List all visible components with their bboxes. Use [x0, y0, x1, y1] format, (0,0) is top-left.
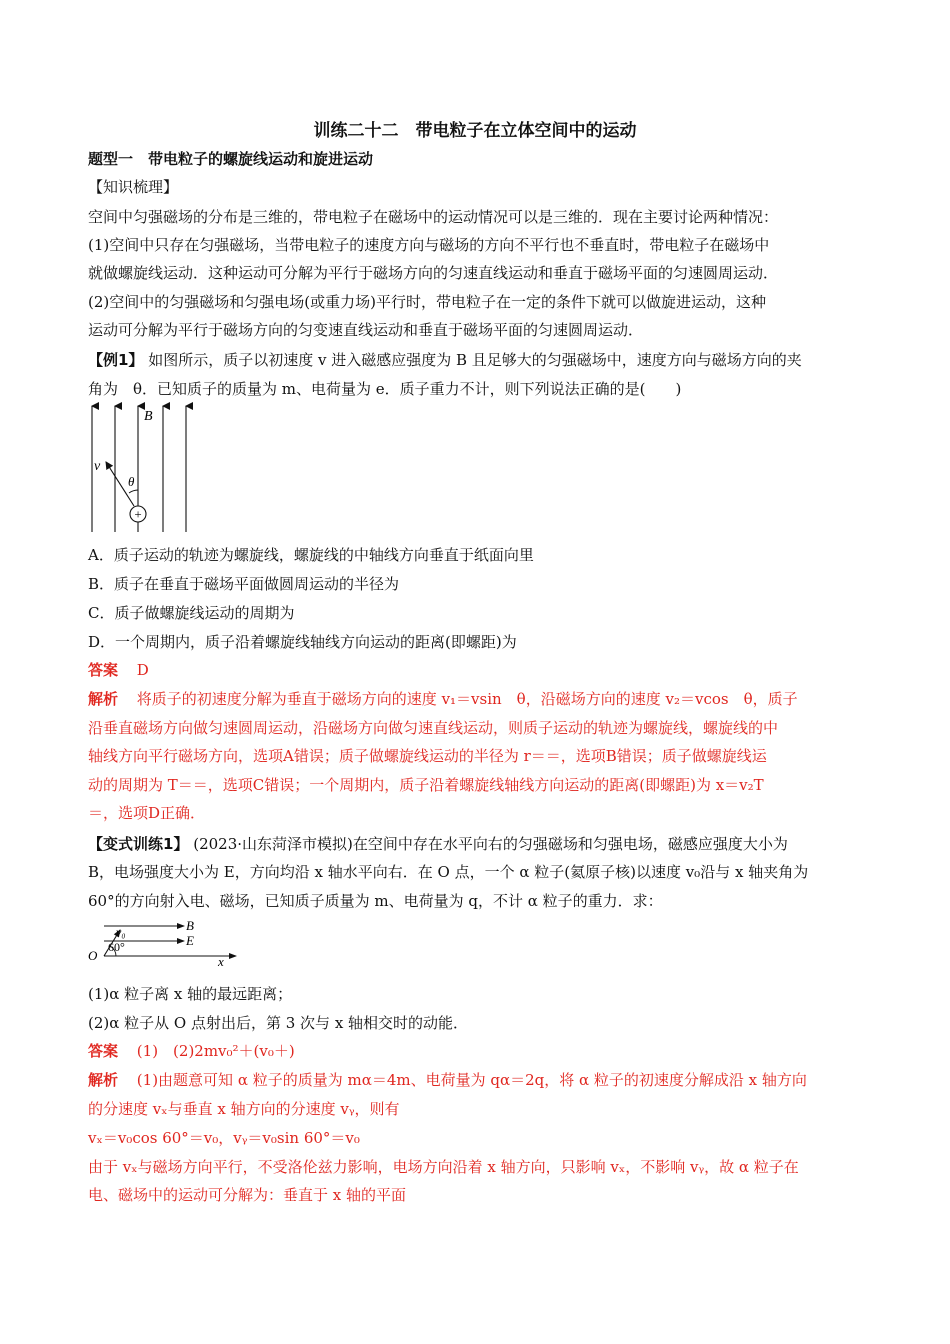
variant-text: B，电场强度大小为 E，方向均沿 x 轴水平向右．在 O 点，一个 α 粒子(氦原子核)以速度 v₀沿与 x 轴夹角为	[88, 863, 809, 881]
analysis-text: 轴线方向平行磁场方向，选项A错误；质子做螺旋线运动的半径为 r＝＝，选项B错误；质子做螺旋线运	[88, 747, 767, 765]
theta-label: θ	[128, 474, 135, 489]
analysis-label: 解析	[88, 1071, 119, 1089]
v0-label: v₀	[116, 925, 126, 939]
option-a: A．质子运动的轨迹为螺旋线，螺旋线的中轴线方向垂直于纸面向里	[88, 546, 534, 564]
proton-plus-label: +	[134, 506, 142, 522]
option-d: D．一个周期内，质子沿着螺旋线轴线方向运动的距离(即螺距)为	[88, 633, 517, 651]
analysis-text: 将质子的初速度分解为垂直于磁场方向的速度 v₁＝vsin θ，沿磁场方向的速度 v₂＝vcos θ，质子	[136, 690, 798, 708]
origin-label: O	[88, 948, 98, 963]
variant-analysis	[88, 1070, 868, 1090]
knowledge-line: (2)空间中的匀强磁场和匀强电场(或重力场)平行时，带电粒子在一定的条件下就可以做旋进运动，这种	[88, 293, 766, 311]
analysis-text: 动的周期为 T＝＝，选项C错误；一个周期内，质子沿着螺旋线轴线方向运动的距离(即螺距)为 x＝v₂T	[88, 776, 764, 794]
field-b-label: B	[186, 918, 194, 933]
option-b: B．质子在垂直于磁场平面做圆周运动的半径为	[88, 575, 400, 593]
question-2: (2)α 粒子从 O 点射出后，第 3 次与 x 轴相交时的动能．	[88, 1014, 469, 1032]
question-1: (1)α 粒子离 x 轴的最远距离；	[88, 985, 293, 1003]
analysis-label: 解析	[88, 690, 119, 708]
x-axis-label: x	[218, 954, 224, 969]
answer-label: 答案	[88, 1042, 119, 1060]
answer-value: (1) (2)2mv₀²＋(v₀＋)	[136, 1042, 295, 1060]
field-e-label: E	[186, 933, 194, 948]
analysis-text: 的分速度 vₓ与垂直 x 轴方向的分速度 vᵧ，则有	[88, 1100, 400, 1118]
example-label: 【例1】	[88, 351, 144, 369]
answer-label: 答案	[88, 661, 119, 679]
field-diagram-figure	[86, 914, 246, 970]
magnetic-field-figure	[82, 400, 202, 536]
analysis-text: vₓ＝v₀cos 60°＝v₀，vᵧ＝v₀sin 60°＝v₀	[88, 1129, 360, 1147]
example-analysis	[88, 689, 868, 709]
example-text: 角为 θ．已知质子的质量为 m、电荷量为 e．质子重力不计，则下列说法正确的是( )	[88, 380, 682, 398]
analysis-text: (1)由题意可知 α 粒子的质量为 mα＝4m、电荷量为 qα＝2q，将 α 粒子的初速度分解成沿 x 轴方向	[136, 1071, 807, 1089]
example-question	[88, 350, 868, 370]
knowledge-line: 就做螺旋线运动．这种运动可分解为平行于磁场方向的匀速直线运动和垂直于磁场平面的匀速圆周运动．	[88, 264, 779, 282]
example-text: 如图所示，质子以初速度 v 进入磁感应强度为 B 且足够大的匀强磁场中，速度方向与磁场方向的夹	[148, 351, 802, 369]
angle-label: 60°	[108, 940, 125, 954]
analysis-text: 电、磁场中的运动可分解为：垂直于 x 轴的平面	[88, 1186, 406, 1204]
variant-text: (2023·山东菏泽市模拟)在空间中存在水平向右的匀强磁场和匀强电场，磁感应强度大小为	[193, 835, 788, 853]
variant-text: 60°的方向射入电、磁场，已知质子质量为 m、电荷量为 q，不计 α 粒子的重力．求：	[88, 892, 663, 910]
velocity-label: v	[94, 459, 101, 474]
page-title: 训练二十二 带电粒子在立体空间中的运动	[313, 121, 637, 141]
section-heading: 题型一 带电粒子的螺旋线运动和旋进运动	[88, 150, 374, 168]
angle-arc	[129, 490, 138, 493]
knowledge-label: 【知识梳理】	[88, 178, 179, 196]
knowledge-line: 运动可分解为平行于磁场方向的匀变速直线运动和垂直于磁场平面的匀速圆周运动．	[88, 321, 644, 339]
field-b-label: B	[144, 409, 153, 424]
analysis-text: ＝，选项D正确．	[88, 804, 206, 822]
variant-answer	[88, 1041, 868, 1061]
variant-question	[88, 834, 868, 854]
knowledge-line: 空间中匀强磁场的分布是三维的，带电粒子在磁场中的运动情况可以是三维的．现在主要讨论两种情况：	[88, 208, 779, 226]
analysis-text: 由于 vₓ与磁场方向平行，不受洛伦兹力影响，电场方向沿着 x 轴方向，只影响 vₓ，不影响 vᵧ，故 α 粒子在	[88, 1158, 799, 1176]
answer-value: D	[136, 661, 149, 679]
variant-label: 【变式训练1】	[88, 835, 189, 853]
analysis-text: 沿垂直磁场方向做匀速圆周运动，沿磁场方向做匀速直线运动，则质子运动的轨迹为螺旋线，螺旋线的中	[88, 719, 779, 737]
example-answer	[88, 660, 868, 680]
option-c: C．质子做螺旋线运动的周期为	[88, 604, 295, 622]
knowledge-line: (1)空间中只存在匀强磁场，当带电粒子的速度方向与磁场的方向不平行也不垂直时，带电粒子在磁场中	[88, 236, 770, 254]
